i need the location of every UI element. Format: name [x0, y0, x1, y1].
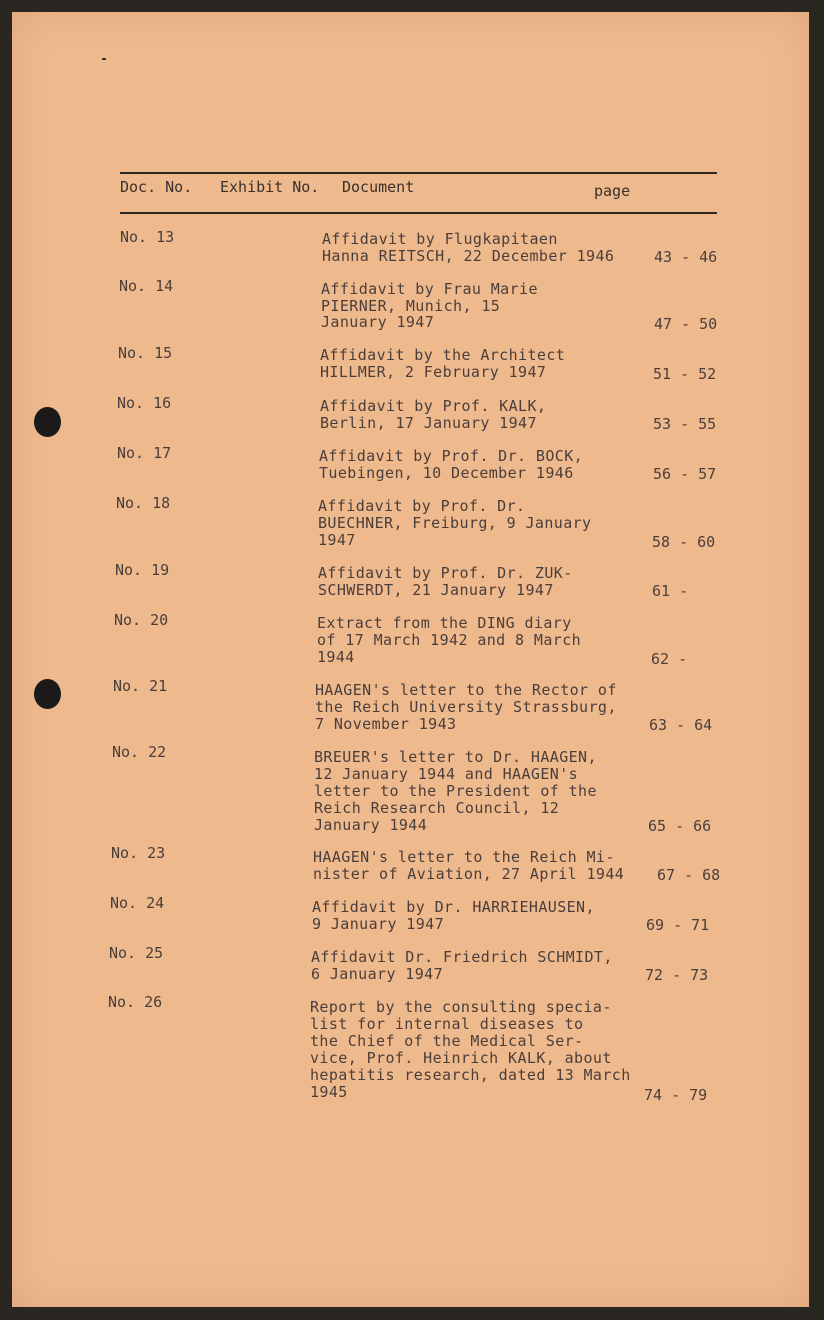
document-line: letter to the President of the	[314, 782, 597, 800]
doc-number: No. 13	[120, 228, 175, 246]
doc-number: No. 25	[109, 944, 164, 962]
header-doc-no: Doc. No.	[120, 178, 193, 196]
doc-number: No. 26	[108, 993, 163, 1011]
document-line: SCHWERDT, 21 January 1947	[318, 581, 554, 599]
document-line: HAAGEN's letter to the Rector of	[315, 681, 617, 699]
document-line: Reich Research Council, 12	[314, 799, 560, 817]
document-line: Affidavit by Dr. HARRIEHAUSEN,	[312, 898, 595, 916]
punch-hole	[34, 407, 61, 437]
document-line: HILLMER, 2 February 1947	[320, 363, 547, 381]
page-range: 65 - 66	[648, 817, 712, 835]
document-line: 1945	[310, 1083, 348, 1101]
document-line: 7 November 1943	[315, 715, 457, 733]
page-range: 69 - 71	[646, 916, 710, 934]
page-range: 74 - 79	[644, 1086, 708, 1104]
header-document: Document	[342, 178, 415, 196]
header-page: page	[594, 182, 631, 200]
document-line: 1947	[318, 531, 356, 549]
document-line: of 17 March 1942 and 8 March	[317, 631, 582, 649]
document-line: BUECHNER, Freiburg, 9 January	[318, 514, 592, 532]
document-line: Berlin, 17 January 1947	[320, 414, 537, 432]
document-line: PIERNER, Munich, 15	[321, 297, 501, 315]
document-line: January 1944	[314, 816, 428, 834]
page-range: 53 - 55	[653, 415, 717, 433]
doc-number: No. 23	[111, 844, 166, 862]
page-range: 58 - 60	[652, 533, 716, 551]
document-line: the Chief of the Medical Ser-	[310, 1032, 584, 1050]
document-line: 1944	[317, 648, 355, 666]
header-exhibit-no: Exhibit No.	[220, 178, 320, 196]
document-line: Affidavit by the Architect	[320, 346, 566, 364]
page-range: 62 -	[651, 650, 688, 668]
document-page	[12, 12, 809, 1307]
page-range: 72 - 73	[645, 966, 709, 984]
document-line: nister of Aviation, 27 April 1944	[313, 865, 625, 883]
doc-number: No. 20	[114, 611, 169, 629]
document-line: Affidavit by Frau Marie	[321, 280, 538, 298]
doc-number: No. 21	[113, 677, 168, 695]
document-line: HAAGEN's letter to the Reich Mi-	[313, 848, 615, 866]
document-line: vice, Prof. Heinrich KALK, about	[310, 1049, 612, 1067]
document-line: Affidavit by Prof. Dr. BOCK,	[319, 447, 584, 465]
document-line: the Reich University Strassburg,	[315, 698, 617, 716]
document-line: Report by the consulting specia-	[310, 998, 612, 1016]
doc-number: No. 18	[116, 494, 171, 512]
page-range: 56 - 57	[653, 465, 717, 483]
document-line: Affidavit by Flugkapitaen	[322, 230, 558, 248]
document-line: 6 January 1947	[311, 965, 444, 983]
doc-number: No. 17	[117, 444, 172, 462]
doc-number: No. 24	[110, 894, 165, 912]
doc-number: No. 16	[117, 394, 172, 412]
ink-speck	[102, 58, 106, 60]
document-line: list for internal diseases to	[310, 1015, 584, 1033]
doc-number: No. 14	[119, 277, 174, 295]
document-line: hepatitis research, dated 13 March	[310, 1066, 631, 1084]
page-range: 61 -	[652, 582, 689, 600]
document-line: Extract from the DING diary	[317, 614, 572, 632]
document-line: Affidavit Dr. Friedrich SCHMIDT,	[311, 948, 613, 966]
doc-number: No. 22	[112, 743, 167, 761]
page-range: 67 - 68	[657, 866, 721, 884]
doc-number: No. 19	[115, 561, 170, 579]
document-line: Affidavit by Prof. KALK,	[320, 397, 547, 415]
document-line: Affidavit by Prof. Dr.	[318, 497, 526, 515]
header-bottom-rule	[120, 212, 717, 214]
page-range: 47 - 50	[654, 315, 718, 333]
page-range: 43 - 46	[654, 248, 718, 266]
doc-number: No. 15	[118, 344, 173, 362]
document-line: 9 January 1947	[312, 915, 445, 933]
document-line: Hanna REITSCH, 22 December 1946	[322, 247, 615, 265]
header-top-rule	[120, 172, 717, 174]
document-line: 12 January 1944 and HAAGEN's	[314, 765, 579, 783]
document-line: BREUER's letter to Dr. HAAGEN,	[314, 748, 597, 766]
punch-hole	[34, 679, 61, 709]
page-range: 63 - 64	[649, 716, 713, 734]
document-line: Tuebingen, 10 December 1946	[319, 464, 574, 482]
page-range: 51 - 52	[653, 365, 717, 383]
document-line: January 1947	[321, 313, 435, 331]
document-line: Affidavit by Prof. Dr. ZUK-	[318, 564, 573, 582]
